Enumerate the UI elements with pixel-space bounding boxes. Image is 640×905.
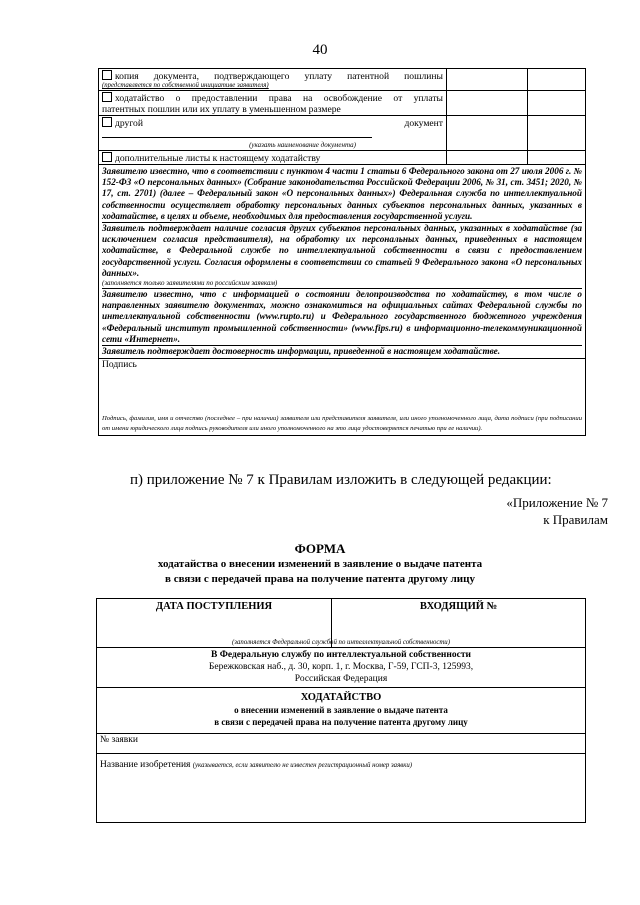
consent-paragraph-4: Заявитель подтверждает достоверность информации, приведенной в настоящем ходатайстве. <box>102 346 500 357</box>
checkbox[interactable] <box>102 117 112 127</box>
appendix-line-1: «Приложение № 7 <box>506 495 608 510</box>
form-subtitle-1: ходатайства о внесении изменений в заявление о выдаче патента <box>157 558 483 570</box>
fill-line[interactable] <box>102 129 372 138</box>
row-label: копия документа, подтверждающего уплату патентной пошлины <box>115 71 443 82</box>
address-block <box>97 648 585 688</box>
row-label: другой документ <box>115 118 443 129</box>
petition-form <box>96 598 586 823</box>
address-country: Российская Федерация <box>294 674 388 684</box>
table-row <box>99 69 585 91</box>
table-row <box>99 91 585 116</box>
table-row <box>99 116 585 151</box>
checkbox[interactable] <box>102 70 112 80</box>
row-label-cont: патентных пошлин или их уплату в уменьшенном размере <box>102 104 341 115</box>
form-title: ФОРМА <box>294 541 346 556</box>
invention-name-label: Название изобретения <box>100 760 191 770</box>
petition-subtitle-1: о внесении изменений в заявление о выдаче патента <box>234 705 448 715</box>
form-subtitle-2: в связи с передачей права на получение патента другому лицу <box>165 573 475 585</box>
consent-paragraph-1: Заявителю известно, что в соответствии с пунктом 4 части 1 статьи 6 Федерального закона от 27 июля 2006 г. № 152-ФЗ «О персональных данных» (Собрание законодательства Российской Федерации 2006, № 31, ст. 3451; 2020, № 17, ст. 2701) (далее – Федеральный закон «О персональных данных») Федеральная служба по интеллектуальной собственности осуществляет обработку персональных данных субъектов персональных данных, указанных в ходатайстве, в целях и объеме, необходимых для предоставления государственной услуги. <box>102 166 582 223</box>
signature-box[interactable] <box>99 358 585 435</box>
form-header-row <box>97 599 585 648</box>
checkbox[interactable] <box>102 92 112 102</box>
row-note: (указать наименование документа) <box>249 141 356 149</box>
invention-name-field[interactable] <box>97 754 585 770</box>
row-label: дополнительные листы к настоящему ходатайству <box>115 153 321 164</box>
row-note: (представляется по собственной инициативе заявителя) <box>102 82 269 89</box>
table-row <box>99 151 585 165</box>
fill-note: (заполняется Федеральной службой по интеллектуальной собственности) <box>232 639 450 646</box>
row-label: ходатайство о предоставлении права на освобождение от уплаты <box>115 93 443 104</box>
petition-heading <box>97 688 585 734</box>
amendment-paragraph: п) приложение № 7 к Правилам изложить в следующей редакции: <box>130 472 552 488</box>
signature-note: Подпись, фамилия, имя и отчество (последнее – при наличии) заявителя или представителя заявителя, или иного уполномоченного лица, дата подписи (при подписании от имени юридического лица подпись руководителя или иного уполномоченного на это лица удостоверяется печатью при ее наличии). <box>102 415 582 432</box>
appendix-line-2: к Правилам <box>543 512 608 527</box>
appendix-header <box>506 494 608 528</box>
incoming-number-label: ВХОДЯЩИЙ № <box>419 601 498 612</box>
page-number: 40 <box>312 42 328 58</box>
application-number-label: № заявки <box>100 735 138 745</box>
address-to: В Федеральную службу по интеллектуальной собственности <box>211 650 471 660</box>
date-received-label: ДАТА ПОСТУПЛЕНИЯ <box>155 601 273 612</box>
address-line: Бережковская наб., д. 30, корп. 1, г. Москва, Г-59, ГСП-3, 125993, <box>208 662 474 672</box>
signature-label: Подпись <box>102 360 137 371</box>
consent-paragraph-2: Заявитель подтверждает наличие согласия других субъектов персональных данных, указанных в ходатайстве (за исключением согласия представителя), на обработку их персональных данных, приведенных в настоящем ходатайстве, в Федеральной службе по интеллектуальной собственности в связи с предоставлением государственной услуги. Согласия оформлены в соответствии со статьей 9 Федерального закона «О персональных данных». <box>102 223 582 278</box>
consent-note: (заполняется только заявителями по российским заявкам) <box>102 279 582 289</box>
consent-paragraph-3: Заявителю известно, что с информацией о состоянии делопроизводства по ходатайству, в том числе о направленных заявителю документах, можно ознакомиться на официальных сайтах Федеральной службы по интеллектуальной собственности (www.rupto.ru) и Федерального государственного бюджетного учреждения «Федеральный институт промышленной собственности» (www.fips.ru) в информационно-телекоммуникационной сети «Интернет». <box>102 289 582 346</box>
consent-block <box>99 165 585 358</box>
petition-title: ХОДАТАЙСТВО <box>300 692 382 703</box>
invention-name-note: (указывается, если заявителю не известен регистрационный номер заявки) <box>192 762 413 769</box>
application-number-field[interactable] <box>97 734 585 754</box>
petition-subtitle-2: в связи с передачей права на получение патента другому лицу <box>214 717 468 727</box>
form-title-block <box>0 540 640 587</box>
checkbox[interactable] <box>102 152 112 162</box>
attachments-table <box>98 68 586 436</box>
